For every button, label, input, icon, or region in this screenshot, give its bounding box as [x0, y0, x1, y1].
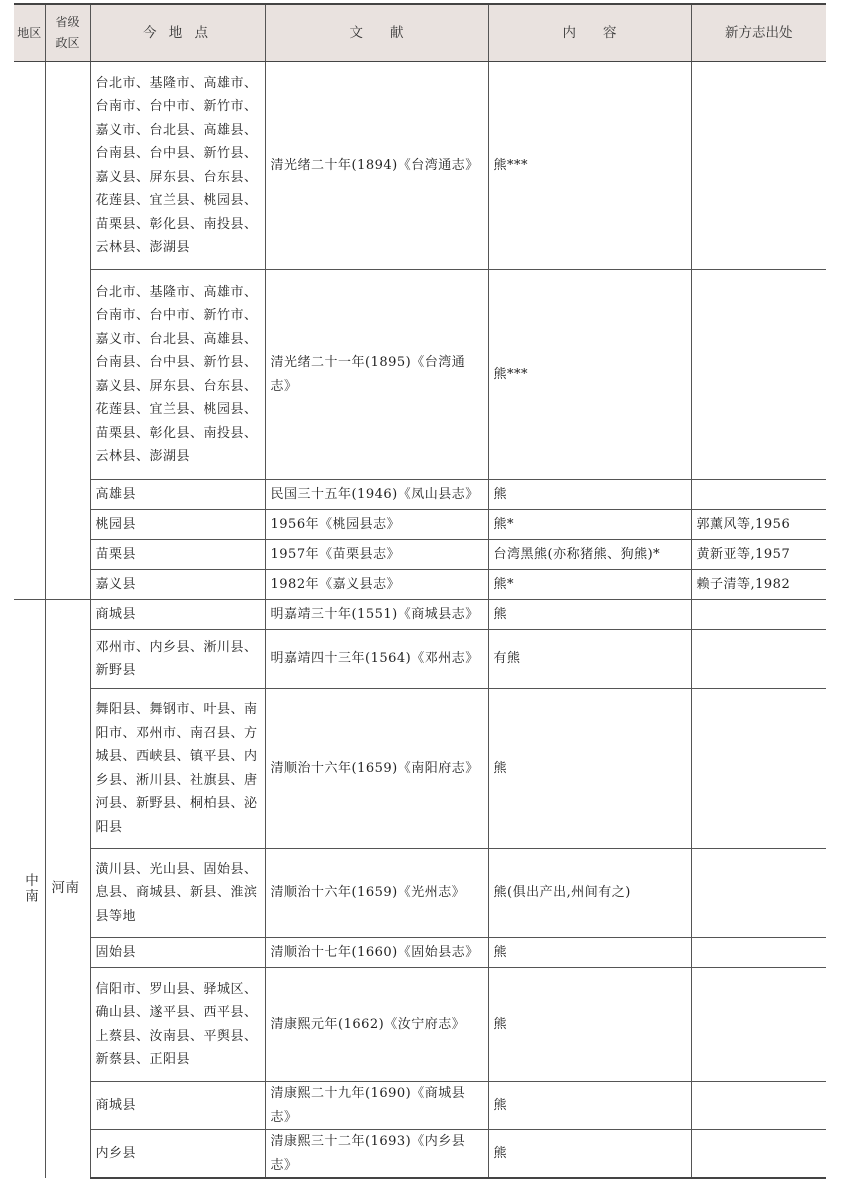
content-cell: 熊: [488, 480, 691, 510]
literature-cell: 清顺治十七年(1660)《固始县志》: [265, 938, 488, 968]
place-cell: 固始县: [90, 938, 265, 968]
table-row: [14, 1082, 826, 1130]
source-cell: 黄新亚等,1957: [691, 540, 826, 570]
content-cell: 熊***: [488, 62, 691, 270]
source-cell: [691, 270, 826, 480]
literature-cell: 1956年《桃园县志》: [265, 510, 488, 540]
content-cell: 熊: [488, 938, 691, 968]
table-row: [14, 1130, 826, 1179]
header-source: 新方志出处: [691, 4, 826, 62]
table-row: [14, 62, 826, 270]
source-cell: [691, 968, 826, 1082]
source-cell: [691, 1130, 826, 1179]
place-cell: 桃园县: [90, 510, 265, 540]
table-row: [14, 968, 826, 1082]
table-row: [14, 570, 826, 600]
source-cell: [691, 62, 826, 270]
content-cell: 熊: [488, 689, 691, 849]
place-cell: 高雄县: [90, 480, 265, 510]
header-content: 内 容: [488, 4, 691, 62]
place-cell: 潢川县、光山县、固始县、息县、商城县、新县、淮滨县等地: [90, 849, 265, 938]
table-row: [14, 540, 826, 570]
place-cell: 台北市、基隆市、高雄市、台南市、台中市、新竹市、嘉义市、台北县、高雄县、台南县、台中县、新竹县、嘉义县、屏东县、台东县、花莲县、宜兰县、桃园县、苗栗县、彰化县、南投县、云林县、澎湖县: [90, 62, 265, 270]
content-cell: 熊: [488, 968, 691, 1082]
content-cell: 熊: [488, 600, 691, 630]
content-cell: 熊***: [488, 270, 691, 480]
header-province: 省级 政区: [45, 4, 90, 62]
table-row: [14, 480, 826, 510]
literature-cell: 清康熙元年(1662)《汝宁府志》: [265, 968, 488, 1082]
table-row: [14, 600, 826, 630]
literature-cell: 清顺治十六年(1659)《南阳府志》: [265, 689, 488, 849]
place-cell: 邓州市、内乡县、淅川县、新野县: [90, 630, 265, 689]
table-row: [14, 510, 826, 540]
header-region: 地区: [14, 4, 45, 62]
content-cell: 熊*: [488, 570, 691, 600]
header-row: [14, 4, 826, 62]
place-cell: 台北市、基隆市、高雄市、台南市、台中市、新竹市、嘉义市、台北县、高雄县、台南县、台中县、新竹县、嘉义县、屏东县、台东县、花莲县、宜兰县、桃园县、苗栗县、彰化县、南投县、云林县、澎湖县: [90, 270, 265, 480]
table-row: [14, 270, 826, 480]
literature-cell: 明嘉靖四十三年(1564)《邓州志》: [265, 630, 488, 689]
place-cell: 商城县: [90, 600, 265, 630]
province-cell-1: [45, 62, 90, 600]
literature-cell: 清光绪二十一年(1895)《台湾通志》: [265, 270, 488, 480]
table-row: [14, 630, 826, 689]
source-cell: 赖子清等,1982: [691, 570, 826, 600]
literature-cell: 1957年《苗栗县志》: [265, 540, 488, 570]
bear-records-table: [14, 3, 826, 1179]
header-literature: 文 献: [265, 4, 488, 62]
table-row: [14, 689, 826, 849]
source-cell: 郭薰风等,1956: [691, 510, 826, 540]
source-cell: [691, 630, 826, 689]
source-cell: [691, 938, 826, 968]
source-cell: [691, 600, 826, 630]
place-cell: 苗栗县: [90, 540, 265, 570]
place-cell: 信阳市、罗山县、驿城区、确山县、遂平县、西平县、上蔡县、汝南县、平舆县、新蔡县、正阳县: [90, 968, 265, 1082]
place-cell: 内乡县: [90, 1130, 265, 1179]
table-row: [14, 938, 826, 968]
place-cell: 嘉义县: [90, 570, 265, 600]
literature-cell: 清康熙三十二年(1693)《内乡县志》: [265, 1130, 488, 1179]
content-cell: 熊*: [488, 510, 691, 540]
place-cell: 商城县: [90, 1082, 265, 1130]
content-cell: 有熊: [488, 630, 691, 689]
region-cell-2: 中南: [14, 600, 45, 1179]
literature-cell: 民国三十五年(1946)《凤山县志》: [265, 480, 488, 510]
content-cell: 熊: [488, 1082, 691, 1130]
content-cell: 熊(俱出产出,州间有之): [488, 849, 691, 938]
region-cell-1: [14, 62, 45, 600]
content-cell: 台湾黑熊(亦称猪熊、狗熊)*: [488, 540, 691, 570]
content-cell: 熊: [488, 1130, 691, 1179]
province-cell-2: 河南: [45, 600, 90, 1179]
header-place: 今 地 点: [90, 4, 265, 62]
literature-cell: 1982年《嘉义县志》: [265, 570, 488, 600]
place-cell: 舞阳县、舞钢市、叶县、南阳市、邓州市、南召县、方城县、西峡县、镇平县、内乡县、淅川县、社旗县、唐河县、新野县、桐柏县、泌阳县: [90, 689, 265, 849]
source-cell: [691, 689, 826, 849]
source-cell: [691, 480, 826, 510]
literature-cell: 明嘉靖三十年(1551)《商城县志》: [265, 600, 488, 630]
literature-cell: 清光绪二十年(1894)《台湾通志》: [265, 62, 488, 270]
table-row: [14, 849, 826, 938]
literature-cell: 清康熙二十九年(1690)《商城县志》: [265, 1082, 488, 1130]
source-cell: [691, 1082, 826, 1130]
literature-cell: 清顺治十六年(1659)《光州志》: [265, 849, 488, 938]
source-cell: [691, 849, 826, 938]
